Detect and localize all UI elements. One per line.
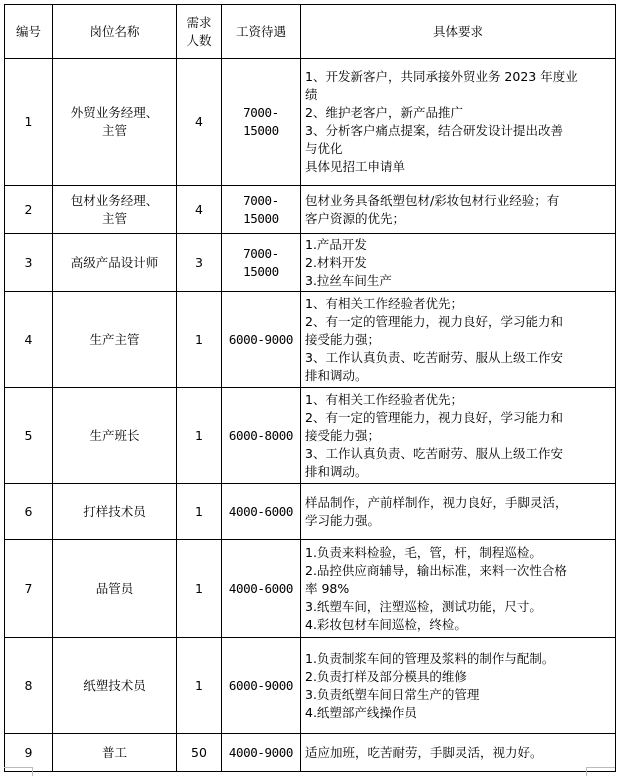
row-position bbox=[53, 540, 177, 638]
position-line: 品管员 bbox=[95, 580, 134, 596]
row-count: 4 bbox=[177, 186, 222, 234]
requirement-line: 率 98% bbox=[305, 580, 350, 596]
requirement-line: 3、工作认真负责、吃苦耐劳、服从上级工作安 bbox=[305, 445, 563, 461]
row-requirements bbox=[301, 59, 616, 186]
row-no: 3 bbox=[5, 234, 53, 292]
position-line: 高级产品设计师 bbox=[70, 254, 159, 270]
row-count: 4 bbox=[177, 59, 222, 186]
table-row bbox=[5, 484, 616, 540]
row-count: 1 bbox=[177, 484, 222, 540]
row-salary: 7000-15000 bbox=[222, 59, 301, 186]
row-position bbox=[53, 638, 177, 734]
row-salary: 6000-8000 bbox=[222, 388, 301, 484]
requirement-line: 接受能力强； bbox=[305, 331, 381, 347]
row-salary: 7000-15000 bbox=[222, 234, 301, 292]
position-line: 主管 bbox=[101, 123, 127, 138]
requirement-line: 1.负责制浆车间的管理及浆料的制作与配制。 bbox=[305, 650, 555, 666]
requirement-line: 客户资源的优先； bbox=[305, 210, 406, 226]
requirement-line: 接受能力强； bbox=[305, 427, 381, 443]
requirement-line: 3.纸塑车间，注塑巡检，测试功能，尺寸。 bbox=[305, 598, 542, 614]
requirement-line: 与优化 bbox=[305, 141, 343, 156]
position-line: 主管 bbox=[101, 210, 127, 226]
position-line: 外贸业务经理、 bbox=[70, 105, 159, 120]
header-count bbox=[177, 5, 222, 59]
row-salary: 4000-9000 bbox=[222, 734, 301, 772]
row-requirements bbox=[301, 388, 616, 484]
requirement-line: 绩 bbox=[305, 87, 318, 102]
row-salary: 6000-9000 bbox=[222, 292, 301, 388]
row-requirements bbox=[301, 234, 616, 292]
header-requirements: 具体要求 bbox=[301, 5, 616, 59]
row-position bbox=[53, 734, 177, 772]
row-no: 8 bbox=[5, 638, 53, 734]
table-row bbox=[5, 186, 616, 234]
row-salary: 4000-6000 bbox=[222, 540, 301, 638]
requirement-line: 排和调动。 bbox=[305, 367, 368, 383]
requirement-line: 1、有相关工作经验者优先； bbox=[305, 391, 463, 407]
header-position: 岗位名称 bbox=[53, 5, 177, 59]
table-body bbox=[5, 59, 616, 772]
table-row bbox=[5, 59, 616, 186]
row-no: 2 bbox=[5, 186, 53, 234]
requirement-line: 适应加班，吃苦耐劳，手脚灵活，视力好。 bbox=[305, 744, 543, 760]
row-position bbox=[53, 234, 177, 292]
position-line: 生产班长 bbox=[89, 427, 140, 443]
row-position bbox=[53, 388, 177, 484]
table-row bbox=[5, 292, 616, 388]
row-no: 7 bbox=[5, 540, 53, 638]
row-count: 1 bbox=[177, 540, 222, 638]
requirement-line: 包材业务具备纸塑包材/彩妆包材行业经验；有 bbox=[305, 192, 560, 208]
requirement-line: 1.产品开发 bbox=[305, 236, 367, 252]
row-position bbox=[53, 292, 177, 388]
requirement-line: 4.彩妆包材车间巡检，终检。 bbox=[305, 616, 467, 632]
row-requirements bbox=[301, 186, 616, 234]
row-salary: 4000-6000 bbox=[222, 484, 301, 540]
requirement-line: 1、开发新客户，共同承接外贸业务 2023 年度业 bbox=[305, 69, 578, 84]
requirement-line: 3、分析客户痛点提案，结合研发设计提出改善 bbox=[305, 123, 563, 138]
position-line: 打样技术员 bbox=[83, 503, 146, 519]
row-count: 1 bbox=[177, 292, 222, 388]
row-salary: 6000-9000 bbox=[222, 638, 301, 734]
requirement-line: 2.材料开发 bbox=[305, 254, 367, 270]
row-requirements bbox=[301, 292, 616, 388]
requirement-line: 3、工作认真负责、吃苦耐劳、服从上级工作安 bbox=[305, 349, 563, 365]
header-count-line1: 需求 bbox=[186, 14, 212, 30]
requirement-line: 2、有一定的管理能力，视力良好，学习能力和 bbox=[305, 313, 563, 329]
position-line: 普工 bbox=[101, 744, 127, 760]
requirement-line: 4.纸塑部产线操作员 bbox=[305, 704, 417, 720]
position-line: 纸塑技术员 bbox=[83, 677, 146, 693]
requirement-line: 1.负责来料检验，毛，管，杆，制程巡检。 bbox=[305, 544, 542, 560]
row-requirements bbox=[301, 734, 616, 772]
requirement-line: 1、有相关工作经验者优先； bbox=[305, 295, 463, 311]
position-line: 包材业务经理、 bbox=[70, 192, 159, 208]
table-row bbox=[5, 388, 616, 484]
requirement-line: 3.拉丝车间生产 bbox=[305, 272, 392, 288]
header-count-line2: 人数 bbox=[186, 32, 212, 48]
requirement-line: 3.负责纸塑车间日常生产的管理 bbox=[305, 686, 480, 702]
header-salary: 工资待遇 bbox=[222, 5, 301, 59]
row-count: 50 bbox=[177, 734, 222, 772]
row-no: 1 bbox=[5, 59, 53, 186]
row-count: 1 bbox=[177, 388, 222, 484]
requirement-line: 学习能力强。 bbox=[305, 512, 381, 528]
requirement-line: 样品制作，产前样制作，视力良好，手脚灵活， bbox=[305, 494, 568, 510]
row-no: 5 bbox=[5, 388, 53, 484]
row-no: 9 bbox=[5, 734, 53, 772]
row-requirements bbox=[301, 484, 616, 540]
requirement-line: 2、有一定的管理能力，视力良好，学习能力和 bbox=[305, 409, 563, 425]
header-row bbox=[5, 5, 616, 59]
requirement-line: 排和调动。 bbox=[305, 463, 368, 479]
row-requirements bbox=[301, 638, 616, 734]
requirement-line: 具体见招工申请单 bbox=[305, 159, 406, 174]
row-no: 6 bbox=[5, 484, 53, 540]
row-count: 1 bbox=[177, 638, 222, 734]
requirement-line: 2、维护老客户，新产品推广 bbox=[305, 105, 463, 120]
recruitment-table bbox=[4, 4, 616, 772]
row-requirements bbox=[301, 540, 616, 638]
table-row bbox=[5, 638, 616, 734]
requirement-line: 2.品控供应商辅导，输出标准，来料一次性合格 bbox=[305, 562, 567, 578]
row-position bbox=[53, 186, 177, 234]
requirement-line: 2.负责打样及部分模具的维修 bbox=[305, 668, 467, 684]
row-position bbox=[53, 484, 177, 540]
table-row bbox=[5, 540, 616, 638]
row-count: 3 bbox=[177, 234, 222, 292]
row-position bbox=[53, 59, 177, 186]
table-row bbox=[5, 734, 616, 772]
row-no: 4 bbox=[5, 292, 53, 388]
header-no: 编号 bbox=[5, 5, 53, 59]
table-row bbox=[5, 234, 616, 292]
row-salary: 7000-15000 bbox=[222, 186, 301, 234]
position-line: 生产主管 bbox=[89, 331, 140, 347]
